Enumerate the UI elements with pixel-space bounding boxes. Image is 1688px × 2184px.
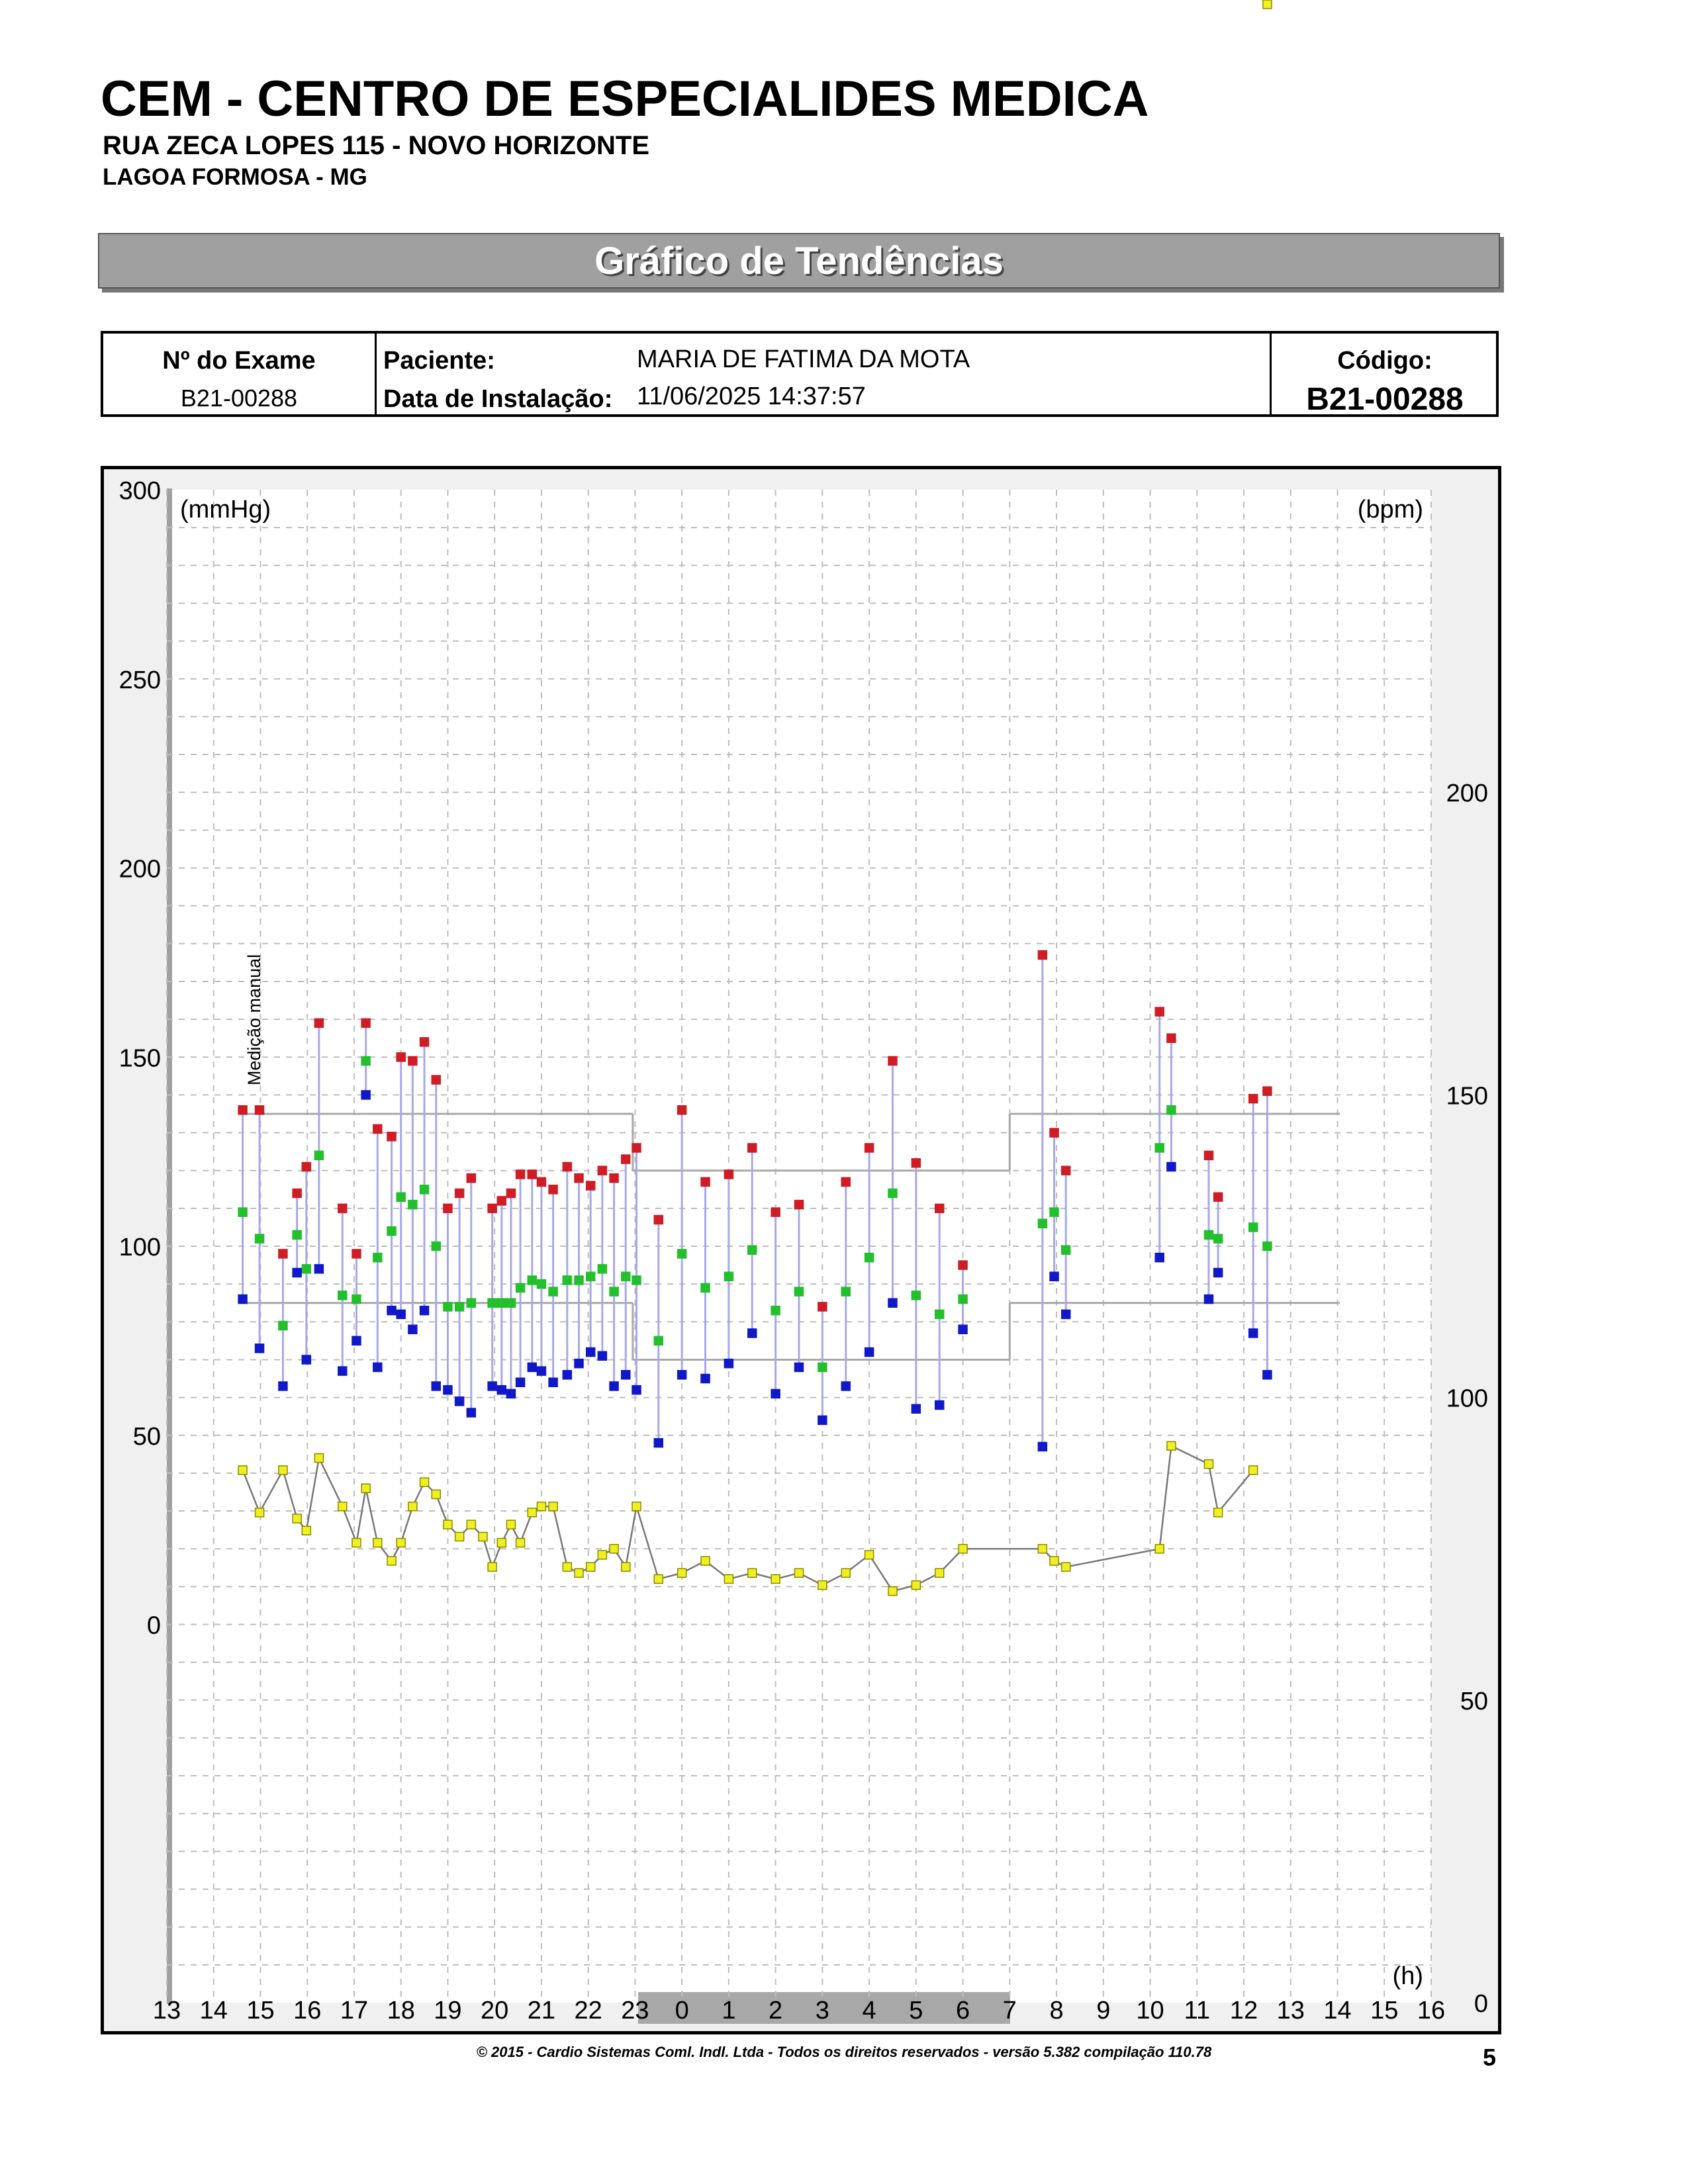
- mean-bp-point: [455, 1302, 464, 1311]
- mean-bp-point: [1038, 1219, 1047, 1228]
- systolic-point: [528, 1170, 536, 1179]
- heart-rate-point: [467, 1520, 475, 1529]
- systolic-point: [338, 1204, 347, 1212]
- diastolic-point: [724, 1359, 733, 1368]
- left-tick-label: 50: [132, 1422, 161, 1451]
- systolic-point: [1204, 1151, 1213, 1160]
- mean-bp-point: [361, 1056, 370, 1065]
- systolic-point: [387, 1132, 396, 1141]
- x-tick-label: 16: [1417, 1997, 1446, 2025]
- mean-bp-point: [352, 1295, 361, 1304]
- systolic-point: [1263, 1087, 1272, 1095]
- systolic-point: [361, 1019, 370, 1027]
- x-tick-label: 8: [1049, 1997, 1064, 2025]
- systolic-point: [352, 1250, 361, 1258]
- systolic-point: [654, 1215, 663, 1224]
- heart-rate-point: [373, 1539, 382, 1547]
- mean-bp-point: [1062, 1246, 1070, 1254]
- mean-bp-point: [516, 1283, 525, 1292]
- heart-rate-point: [865, 1551, 874, 1559]
- diastolic-point: [1038, 1442, 1047, 1451]
- x-tick-label: 11: [1184, 1997, 1211, 2025]
- systolic-point: [841, 1177, 850, 1186]
- heart-rate-point: [479, 1532, 487, 1541]
- systolic-point: [795, 1201, 804, 1209]
- heart-rate-point: [1263, 0, 1272, 9]
- x-tick-label: 6: [956, 1997, 970, 2025]
- manual-measurement-label: Medição manual: [244, 954, 264, 1085]
- diastolic-point: [373, 1363, 382, 1371]
- systolic-point: [293, 1189, 301, 1197]
- heart-rate-point: [1204, 1460, 1213, 1469]
- x-tick-label: 3: [815, 1997, 829, 2025]
- systolic-point: [1214, 1193, 1223, 1201]
- report-title: Gráfico de Tendências: [594, 240, 1004, 283]
- mean-bp-point: [506, 1298, 515, 1307]
- x-tick-label: 16: [293, 1997, 322, 2025]
- diastolic-point: [444, 1386, 452, 1394]
- patient-label: Paciente:: [383, 347, 495, 375]
- diastolic-point: [912, 1404, 920, 1413]
- diastolic-point: [1062, 1310, 1070, 1318]
- x-tick-label: 14: [199, 1997, 228, 2025]
- mean-bp-point: [841, 1287, 850, 1296]
- diastolic-point: [610, 1382, 618, 1390]
- mean-bp-point: [935, 1310, 944, 1318]
- heart-rate-point: [795, 1569, 804, 1577]
- systolic-point: [586, 1181, 595, 1190]
- mean-bp-point: [373, 1253, 382, 1262]
- mean-bp-point: [912, 1291, 920, 1300]
- footer-copyright: © 2015 - Cardio Sistemas Coml. Indl. Ltda - Todos os direitos reservados - versão 5.382 compilação 110.78: [476, 2044, 1212, 2060]
- diastolic-point: [238, 1295, 247, 1304]
- heart-rate-point: [1155, 1545, 1164, 1553]
- mean-bp-point: [549, 1287, 557, 1296]
- diastolic-point: [455, 1397, 464, 1406]
- heart-rate-point: [1167, 1441, 1176, 1450]
- diastolic-point: [420, 1306, 429, 1315]
- heart-rate-point: [497, 1539, 506, 1547]
- mean-bp-point: [1155, 1144, 1164, 1152]
- systolic-point: [537, 1177, 545, 1186]
- heart-rate-point: [841, 1569, 850, 1577]
- diastolic-point: [528, 1363, 536, 1371]
- right-tick-label: 50: [1460, 1687, 1488, 1715]
- diastolic-point: [771, 1389, 780, 1398]
- systolic-point: [701, 1177, 710, 1186]
- diastolic-point: [1167, 1162, 1176, 1171]
- diastolic-point: [622, 1371, 630, 1379]
- x-tick-label: 15: [246, 1997, 275, 2025]
- mean-bp-point: [338, 1291, 347, 1300]
- mean-bp-point: [959, 1295, 967, 1304]
- heart-rate-point: [488, 1563, 496, 1571]
- systolic-point: [238, 1106, 247, 1115]
- heart-rate-point: [610, 1545, 618, 1553]
- heart-rate-point: [959, 1545, 967, 1553]
- heart-rate-point: [361, 1484, 370, 1492]
- systolic-point: [1050, 1128, 1058, 1137]
- x-tick-label: 0: [675, 1997, 689, 2025]
- mean-bp-point: [818, 1363, 827, 1371]
- diastolic-point: [408, 1325, 417, 1334]
- x-tick-label: 4: [862, 1997, 876, 2025]
- x-tick-label: 7: [1002, 1997, 1017, 2025]
- x-tick-label: 18: [387, 1997, 415, 2025]
- diastolic-point: [1263, 1371, 1272, 1379]
- mean-bp-point: [748, 1246, 757, 1254]
- mean-bp-point: [467, 1298, 475, 1307]
- systolic-point: [622, 1155, 630, 1163]
- right-tick-label: 0: [1474, 1990, 1488, 2018]
- heart-rate-point: [1249, 1466, 1258, 1475]
- systolic-point: [1155, 1007, 1164, 1016]
- heart-rate-point: [528, 1508, 536, 1517]
- x-tick-label: 22: [574, 1997, 602, 2025]
- heart-rate-point: [338, 1502, 347, 1511]
- systolic-point: [516, 1170, 525, 1179]
- diastolic-point: [506, 1389, 515, 1398]
- heart-rate-point: [444, 1520, 452, 1529]
- heart-rate-point: [1050, 1557, 1058, 1565]
- heart-rate-point: [622, 1563, 630, 1571]
- systolic-point: [912, 1159, 920, 1167]
- left-tick-label: 150: [118, 1044, 161, 1073]
- heart-rate-point: [420, 1478, 429, 1486]
- systolic-point: [408, 1056, 417, 1065]
- mean-bp-point: [432, 1242, 440, 1251]
- mean-bp-point: [654, 1336, 663, 1345]
- mean-bp-point: [387, 1227, 396, 1236]
- left-axis-unit: (mmHg): [180, 496, 271, 523]
- heart-rate-point: [678, 1569, 686, 1577]
- heart-rate-point: [935, 1569, 944, 1577]
- x-tick-label: 10: [1136, 1997, 1164, 2025]
- x-tick-label: 13: [1276, 1997, 1305, 2025]
- systolic-point: [865, 1144, 874, 1152]
- mean-bp-point: [488, 1298, 496, 1307]
- diastolic-point: [397, 1310, 405, 1318]
- heart-rate-point: [1062, 1563, 1070, 1571]
- mean-bp-point: [444, 1302, 452, 1311]
- mean-bp-point: [1214, 1234, 1223, 1243]
- heart-rate-point: [632, 1502, 641, 1511]
- diastolic-point: [293, 1269, 301, 1277]
- diastolic-point: [1204, 1295, 1213, 1304]
- mean-bp-point: [238, 1208, 247, 1216]
- heart-rate-point: [314, 1454, 323, 1463]
- systolic-point: [506, 1189, 515, 1197]
- heart-rate-point: [549, 1502, 557, 1511]
- mean-bp-point: [724, 1272, 733, 1281]
- heart-rate-point: [387, 1557, 396, 1565]
- diastolic-point: [361, 1091, 370, 1099]
- systolic-point: [888, 1056, 897, 1065]
- x-tick-label: 5: [909, 1997, 923, 2025]
- heart-rate-point: [432, 1490, 440, 1498]
- left-tick-label: 200: [118, 855, 161, 884]
- systolic-point: [497, 1197, 506, 1205]
- diastolic-point: [432, 1382, 440, 1390]
- diastolic-point: [841, 1382, 850, 1390]
- systolic-point: [959, 1261, 967, 1269]
- code-label: Código:: [1337, 347, 1432, 375]
- diastolic-point: [654, 1439, 663, 1447]
- systolic-point: [935, 1204, 944, 1212]
- diastolic-point: [467, 1408, 475, 1417]
- mean-bp-point: [865, 1253, 874, 1262]
- systolic-point: [632, 1144, 641, 1152]
- systolic-point: [373, 1124, 382, 1133]
- install-date-label: Data de Instalação:: [383, 385, 613, 413]
- mean-bp-point: [497, 1298, 506, 1307]
- left-tick-label: 100: [118, 1234, 161, 1261]
- mean-bp-point: [888, 1189, 897, 1197]
- systolic-point: [279, 1250, 287, 1258]
- mean-bp-point: [771, 1306, 780, 1315]
- systolic-point: [1062, 1166, 1070, 1175]
- diastolic-point: [563, 1371, 571, 1379]
- heart-rate-point: [701, 1557, 710, 1565]
- heart-rate-point: [598, 1551, 606, 1559]
- heart-rate-point: [455, 1532, 464, 1541]
- systolic-point: [1038, 950, 1047, 959]
- diastolic-point: [537, 1367, 545, 1375]
- mean-bp-point: [408, 1201, 417, 1209]
- mean-bp-point: [279, 1322, 287, 1330]
- systolic-point: [678, 1106, 686, 1115]
- systolic-point: [467, 1174, 475, 1183]
- systolic-point: [420, 1038, 429, 1046]
- mean-bp-point: [1204, 1230, 1213, 1239]
- systolic-point: [598, 1166, 606, 1175]
- diastolic-point: [549, 1378, 557, 1387]
- heart-rate-point: [654, 1574, 663, 1583]
- mean-bp-point: [701, 1283, 710, 1292]
- heart-rate-point: [724, 1574, 733, 1583]
- diastolic-point: [516, 1378, 525, 1387]
- x-tick-label: 9: [1096, 1997, 1111, 2025]
- diastolic-point: [279, 1382, 287, 1390]
- diastolic-point: [1050, 1272, 1058, 1281]
- x-tick-label: 12: [1229, 1997, 1258, 2025]
- right-axis-unit: (bpm): [1357, 496, 1423, 523]
- diastolic-point: [387, 1306, 396, 1315]
- diastolic-point: [935, 1401, 944, 1410]
- systolic-point: [314, 1019, 323, 1027]
- heart-rate-point: [293, 1514, 301, 1523]
- diastolic-point: [701, 1375, 710, 1383]
- diastolic-point: [338, 1367, 347, 1375]
- mean-bp-point: [622, 1272, 630, 1281]
- x-tick-label: 2: [769, 1997, 783, 2025]
- diastolic-point: [678, 1371, 686, 1379]
- systolic-point: [818, 1302, 827, 1311]
- heart-rate-point: [238, 1466, 247, 1475]
- heart-rate-point: [352, 1539, 361, 1547]
- heart-rate-point: [912, 1581, 920, 1590]
- heart-rate-point: [302, 1526, 310, 1535]
- diastolic-point: [1249, 1329, 1258, 1338]
- diastolic-point: [865, 1348, 874, 1357]
- diastolic-point: [1214, 1269, 1223, 1277]
- mean-bp-point: [678, 1250, 686, 1258]
- right-tick-label: 200: [1446, 780, 1488, 808]
- heart-rate-point: [408, 1502, 417, 1511]
- diastolic-point: [586, 1348, 595, 1357]
- mean-bp-point: [1263, 1242, 1272, 1251]
- systolic-point: [771, 1208, 780, 1216]
- heart-rate-point: [888, 1587, 897, 1596]
- mean-bp-point: [537, 1280, 545, 1289]
- x-tick-label: 14: [1323, 1997, 1352, 2025]
- x-tick-label: 1: [722, 1997, 736, 2025]
- systolic-point: [549, 1185, 557, 1194]
- left-tick-label: 0: [146, 1612, 161, 1640]
- systolic-point: [302, 1162, 310, 1171]
- systolic-point: [575, 1174, 583, 1183]
- diastolic-point: [632, 1386, 641, 1394]
- patient-name: MARIA DE FATIMA DA MOTA: [637, 345, 970, 373]
- mean-bp-point: [256, 1234, 264, 1243]
- right-tick-label: 150: [1446, 1082, 1488, 1111]
- exam-number-value: B21-00288: [180, 385, 298, 412]
- heart-rate-point: [256, 1508, 264, 1517]
- install-date-value: 11/06/2025 14:37:57: [637, 383, 866, 410]
- mean-bp-point: [420, 1185, 429, 1194]
- diastolic-point: [256, 1344, 264, 1353]
- right-tick-label: 100: [1446, 1385, 1488, 1413]
- heart-rate-point: [818, 1581, 827, 1590]
- page-number: 5: [1483, 2044, 1497, 2071]
- systolic-point: [724, 1170, 733, 1179]
- code-value: B21-00288: [1306, 382, 1464, 417]
- x-tick-label: 17: [340, 1997, 369, 2025]
- x-tick-label: 19: [434, 1997, 462, 2025]
- systolic-point: [748, 1144, 757, 1152]
- heart-rate-point: [279, 1466, 287, 1475]
- x-tick-label: 15: [1370, 1997, 1399, 2025]
- heart-rate-point: [506, 1520, 515, 1529]
- clinic-name: CEM - CENTRO DE ESPECIALIDES MEDICA: [101, 71, 1149, 127]
- systolic-point: [1249, 1095, 1258, 1103]
- x-tick-label: 13: [152, 1997, 181, 2025]
- mean-bp-point: [397, 1193, 405, 1201]
- heart-rate-point: [748, 1569, 757, 1577]
- heart-rate-point: [1038, 1545, 1047, 1553]
- diastolic-point: [497, 1386, 506, 1394]
- diastolic-point: [818, 1416, 827, 1424]
- systolic-point: [455, 1189, 464, 1197]
- diastolic-point: [795, 1363, 804, 1371]
- mean-bp-point: [575, 1276, 583, 1285]
- systolic-point: [444, 1204, 452, 1212]
- heart-rate-point: [516, 1539, 525, 1547]
- clinic-address: RUA ZECA LOPES 115 - NOVO HORIZONTE: [103, 131, 650, 160]
- x-tick-label: 21: [527, 1997, 556, 2025]
- mean-bp-point: [598, 1265, 606, 1273]
- heart-rate-point: [1214, 1508, 1223, 1517]
- diastolic-point: [314, 1265, 323, 1273]
- exam-number-label: Nº do Exame: [162, 347, 316, 375]
- mean-bp-point: [293, 1230, 301, 1239]
- x-tick-label: 20: [481, 1997, 509, 2025]
- systolic-point: [256, 1106, 264, 1115]
- diastolic-point: [598, 1351, 606, 1360]
- mean-bp-point: [302, 1265, 310, 1273]
- mean-bp-point: [1167, 1106, 1176, 1115]
- diastolic-point: [888, 1298, 897, 1307]
- heart-rate-point: [771, 1574, 780, 1583]
- mean-bp-point: [528, 1276, 536, 1285]
- left-tick-label: 250: [118, 666, 161, 694]
- systolic-point: [488, 1204, 496, 1212]
- diastolic-point: [488, 1382, 496, 1390]
- diastolic-point: [575, 1359, 583, 1368]
- systolic-point: [397, 1053, 405, 1062]
- diastolic-point: [959, 1325, 967, 1334]
- heart-rate-point: [397, 1539, 405, 1547]
- x-tick-label: 23: [621, 1997, 649, 2025]
- left-tick-label: 300: [118, 477, 161, 505]
- diastolic-point: [302, 1355, 310, 1364]
- heart-rate-point: [586, 1563, 595, 1571]
- heart-rate-point: [575, 1569, 583, 1577]
- mean-bp-point: [314, 1151, 323, 1160]
- heart-rate-point: [563, 1563, 571, 1571]
- diastolic-point: [748, 1329, 757, 1338]
- mean-bp-point: [586, 1272, 595, 1281]
- systolic-point: [1167, 1034, 1176, 1042]
- systolic-point: [563, 1162, 571, 1171]
- mean-bp-point: [1050, 1208, 1058, 1216]
- mean-bp-point: [1249, 1223, 1258, 1232]
- systolic-point: [432, 1075, 440, 1084]
- systolic-point: [610, 1174, 618, 1183]
- clinic-city: LAGOA FORMOSA - MG: [103, 164, 367, 190]
- mean-bp-point: [632, 1276, 641, 1285]
- mean-bp-point: [563, 1276, 571, 1285]
- diastolic-point: [352, 1336, 361, 1345]
- heart-rate-point: [537, 1502, 545, 1511]
- time-axis-unit: (h): [1392, 1962, 1423, 1990]
- diastolic-point: [1155, 1253, 1164, 1262]
- mean-bp-point: [795, 1287, 804, 1296]
- mean-bp-point: [610, 1287, 618, 1296]
